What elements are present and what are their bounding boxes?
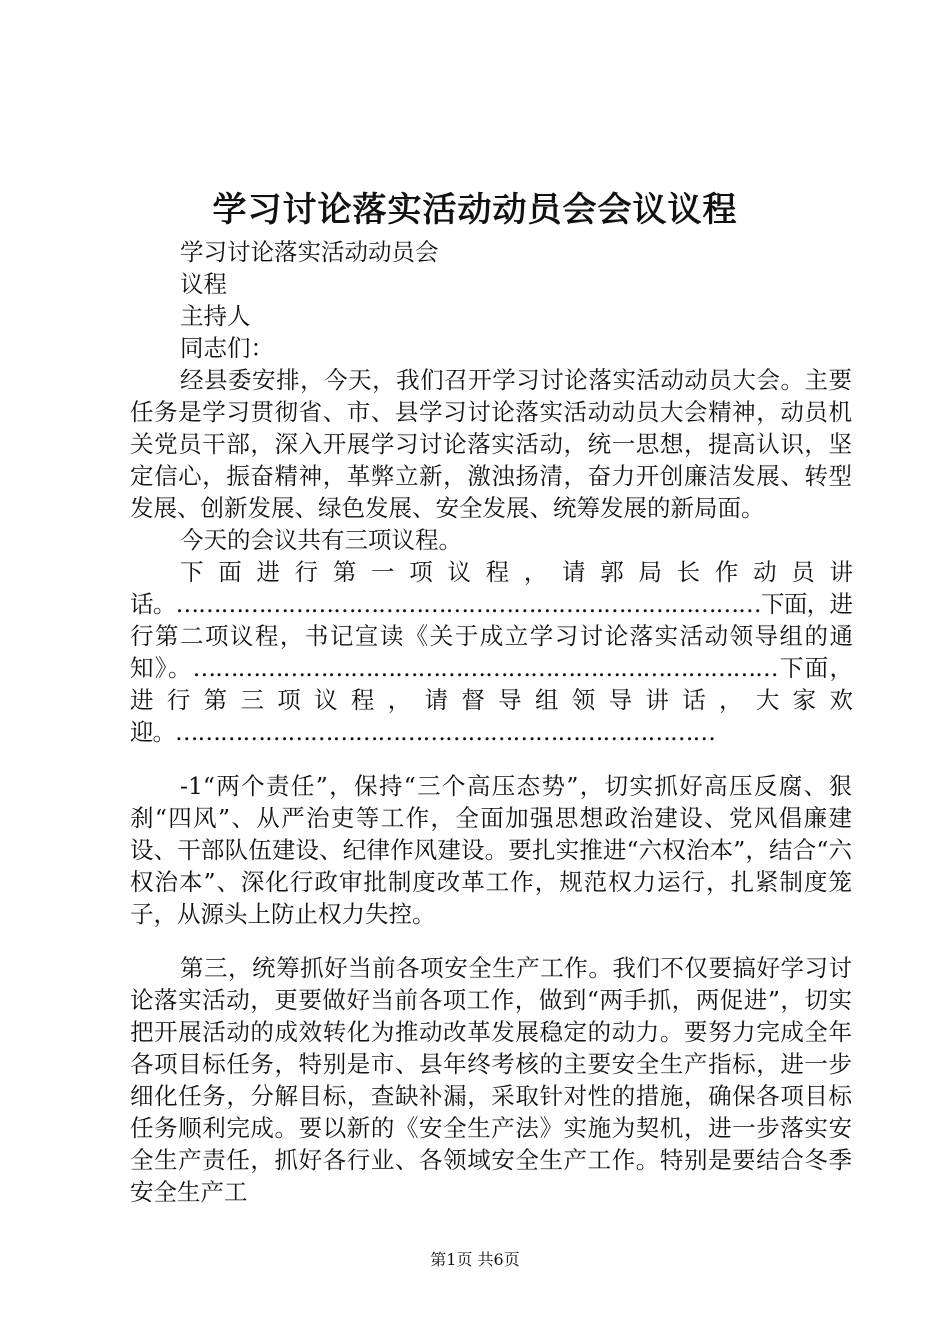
- agenda-line: 议程: [180, 270, 227, 298]
- paragraph-safety: 第三，统筹抓好当前各项安全生产工作。我们不仅要搞好学习讨论落实活动，更要做好当前各项工作，做到“两手抓，两促进”，切实把开展活动的成效转化为推动改革发展稳定的动力。要努力完成全年各项目标任务，特别是市、县年终考核的主要安全生产指标，进一步细化任务，分解目标，查缺补漏，采取针对性的措施，确保各项目标任务顺利完成。要以新的《安全生产法》实施为契机，进一步落实安全生产责任，抓好各行业、各领域安全生产工作。特别是要结合冬季安全生产工: [130, 954, 852, 1206]
- document-title: 学习讨论落实活动动员会会议议程: [212, 190, 738, 230]
- paragraph-gap: [130, 748, 852, 770]
- paragraph-intro: 经县委安排，今天，我们召开学习讨论落实活动动员大会。主要任务是学习贯彻省、市、县学习讨论落实活动动员大会精神，动员机关党员干部，深入开展学习讨论落实活动，统一思想，提高认识，坚定信心，振奋精神，革弊立新，激浊扬清，奋力开创廉洁发展、转型发展、创新发展、绿色发展、安全发展、统筹发展的新局面。: [130, 366, 852, 522]
- paragraph-agenda-count: 今天的会议共有三项议程。: [180, 526, 462, 554]
- paragraph-responsibilities: -1“两个责任”，保持“三个高压态势”，切实抓好高压反腐、狠刹“四风”、从严治吏等工作，全面加强思想政治建设、党风倡廉建设、干部队伍建设、纪律作风建设。要扎实推进“六权治本”，结合“六权治本”、深化行政审批制度改革工作，规范权力运行，扎紧制度笼子，从源头上防止权力失控。: [130, 772, 852, 928]
- salutation-line: 同志们：: [180, 334, 274, 362]
- subtitle-line: 学习讨论落实活动动员会: [180, 238, 439, 266]
- document-body: [130, 236, 852, 1208]
- host-line: 主持人: [180, 302, 251, 330]
- paragraph-agenda-items: 下面进行第一项议程，请郭局长作动员讲话。……………………………………………………………………下面，进行第二项议程，书记宣读《关于成立学习讨论落实活动领导组的通知》。……………………………………………………………………下面，进行第三项议程，请督导组领导讲话，大家欢迎。………………………………………………………………: [130, 558, 852, 746]
- page-number: 第1页 共6页: [430, 1250, 520, 1269]
- paragraph-gap: [130, 930, 852, 952]
